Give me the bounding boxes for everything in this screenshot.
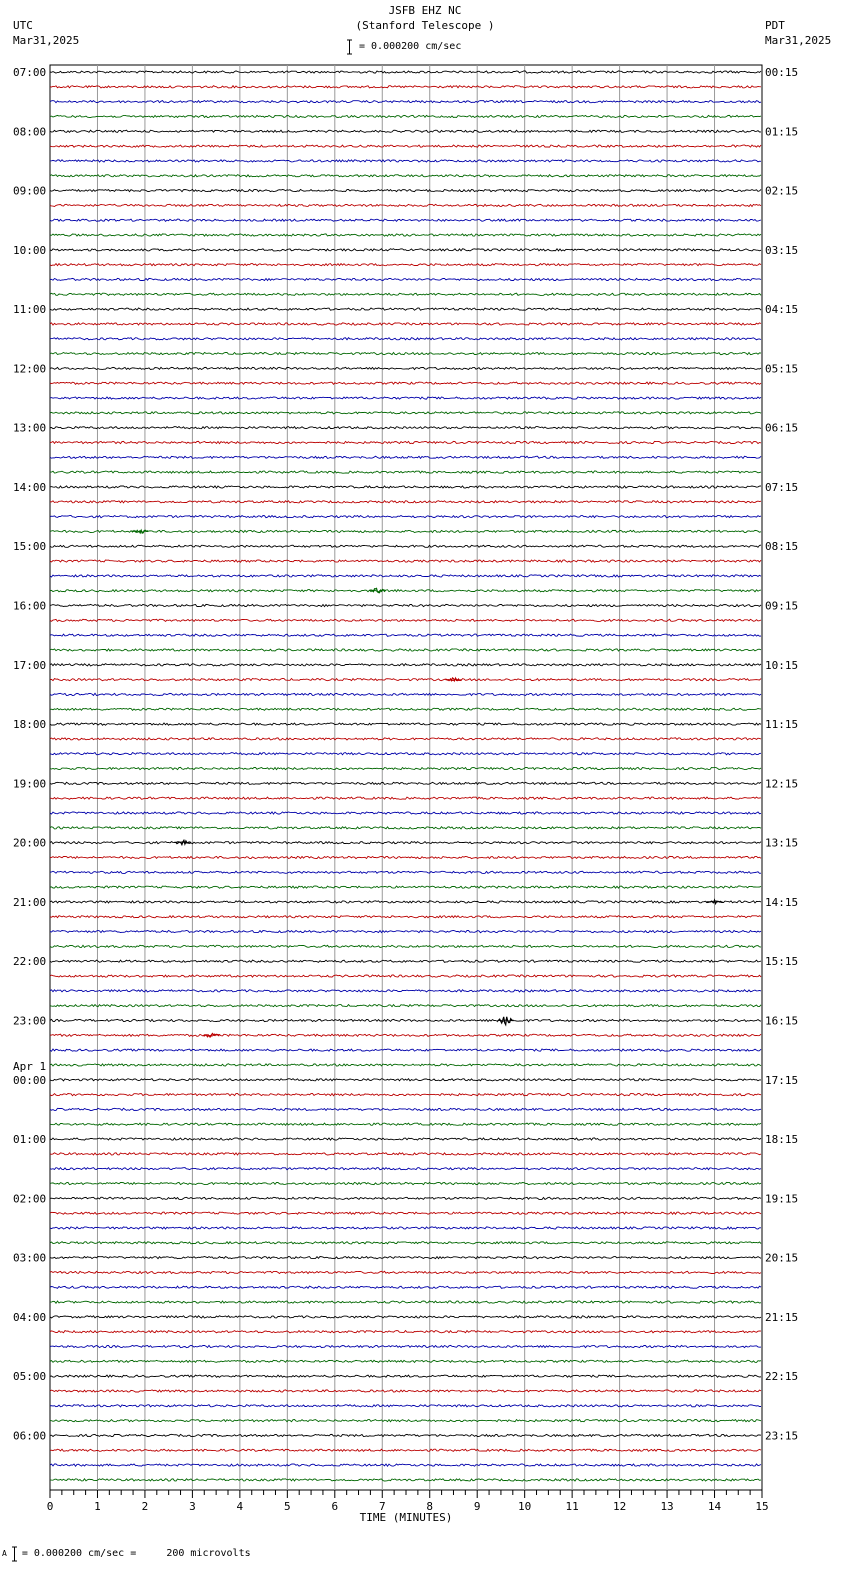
trace-line (50, 782, 761, 784)
x-tick-label: 10 (518, 1500, 532, 1513)
pdt-hour-label: 05:15 (765, 362, 799, 376)
trace-line (50, 145, 761, 147)
trace-line (50, 71, 761, 73)
utc-hour-label: 01:00 (13, 1133, 47, 1147)
trace-line (50, 160, 761, 162)
trace-line (50, 1449, 761, 1451)
trace-line (50, 530, 761, 532)
trace-line (50, 1375, 761, 1377)
trace-line (50, 797, 761, 799)
trace-line (50, 1257, 761, 1259)
trace-line (50, 679, 761, 681)
trace-line (50, 634, 761, 636)
pdt-hour-label: 14:15 (765, 895, 799, 909)
x-tick-label: 4 (236, 1500, 244, 1513)
utc-hour-label: 23:00 (13, 1014, 47, 1028)
x-tick-label: 0 (46, 1500, 54, 1513)
trace-line (50, 1197, 761, 1199)
trace-line (50, 1331, 761, 1333)
trace-line (50, 560, 761, 562)
trace-line (50, 278, 761, 280)
pdt-hour-label: 13:15 (765, 836, 799, 850)
right-date-label: Mar31,2025 (765, 34, 832, 47)
utc-hour-label: 10:00 (13, 243, 47, 257)
x-tick-label: 2 (141, 1500, 149, 1513)
trace-line (50, 708, 761, 710)
trace-line (50, 931, 761, 933)
x-tick-label: 14 (707, 1500, 722, 1513)
utc-hour-label: 21:00 (13, 895, 47, 909)
trace-line (50, 1064, 761, 1066)
trace-line (50, 619, 761, 621)
trace-line (50, 604, 761, 606)
pdt-hour-label: 19:15 (765, 1192, 799, 1206)
utc-hour-label: 16:00 (13, 599, 47, 613)
trace-line (50, 501, 761, 503)
trace-line (50, 1168, 761, 1170)
trace-line (50, 86, 761, 88)
pdt-hour-label: 10:15 (765, 658, 799, 672)
trace-line (50, 1182, 761, 1184)
trace-line (50, 397, 761, 399)
trace-line (50, 1286, 761, 1288)
utc-hour-label: 18:00 (13, 718, 47, 732)
trace-line (50, 723, 761, 725)
trace-line (50, 130, 761, 132)
trace-line (50, 575, 761, 577)
trace-line (50, 1434, 761, 1436)
x-axis-title: TIME (MINUTES) (359, 1511, 453, 1524)
trace-line (50, 767, 761, 769)
x-tick-label: 9 (473, 1500, 481, 1513)
trace-line (50, 945, 761, 947)
trace-line (50, 1242, 761, 1244)
x-tick-label: 3 (189, 1500, 196, 1513)
utc-hour-label: 14:00 (13, 480, 47, 494)
trace-line (50, 664, 761, 666)
trace-line (50, 234, 761, 236)
trace-line (50, 323, 761, 325)
trace-line (50, 249, 761, 251)
x-tick-label: 15 (755, 1500, 769, 1513)
footer-scale-legend (2, 1545, 251, 1563)
trace-line (50, 353, 761, 355)
trace-line (50, 219, 761, 221)
trace-line (50, 856, 761, 858)
trace-line (50, 545, 761, 547)
pdt-hour-label: 09:15 (765, 599, 799, 613)
utc-hour-label: 17:00 (13, 658, 47, 672)
utc-hour-label: 04:00 (13, 1310, 47, 1324)
pdt-hour-label: 23:15 (765, 1429, 799, 1443)
trace-line (50, 1227, 761, 1229)
utc-hour-label: 06:00 (13, 1429, 47, 1443)
trace-line (50, 456, 761, 458)
x-tick-label: 12 (612, 1500, 627, 1513)
trace-line (50, 1464, 761, 1466)
utc-hour-label: 08:00 (13, 125, 47, 139)
trace-line (50, 753, 761, 755)
trace-line (50, 738, 761, 740)
trace-line (50, 975, 761, 977)
utc-hour-label: 07:00 (13, 66, 47, 79)
x-tick-label: 8 (426, 1500, 434, 1513)
pdt-hour-label: 21:15 (765, 1310, 799, 1324)
trace-line (50, 960, 761, 962)
trace-line (50, 101, 761, 103)
pdt-hour-label: 03:15 (765, 243, 799, 257)
trace-line (50, 1212, 761, 1214)
utc-hour-label: 12:00 (13, 362, 47, 376)
trace-line (50, 367, 761, 369)
trace-line (50, 486, 761, 488)
trace-line (50, 338, 761, 340)
trace-line (50, 175, 761, 177)
pdt-hour-label: 00:15 (765, 66, 799, 79)
utc-hour-label: 05:00 (13, 1370, 47, 1384)
utc-hour-label: 00:00 (13, 1073, 47, 1087)
trace-line (50, 412, 761, 414)
trace-line (50, 827, 761, 829)
trace-line (50, 1123, 761, 1125)
trace-line (50, 441, 761, 443)
trace-line (50, 1360, 761, 1362)
trace-line (50, 901, 761, 903)
footer-prefix: A (2, 1549, 7, 1558)
trace-line (50, 886, 761, 888)
trace-line (50, 1005, 761, 1007)
trace-line (50, 1108, 761, 1110)
trace-line (50, 1405, 761, 1407)
x-tick-label: 13 (660, 1500, 674, 1513)
utc-hour-label: 13:00 (13, 421, 47, 435)
left-date-label: Mar31,2025 (13, 34, 80, 47)
utc-hour-label: 11:00 (13, 303, 47, 317)
x-tick-label: 5 (284, 1500, 291, 1513)
trace-line (50, 1420, 761, 1422)
pdt-hour-label: 22:15 (765, 1370, 799, 1384)
x-tick-label: 11 (565, 1500, 579, 1513)
trace-line (50, 871, 761, 873)
pdt-hour-label: 08:15 (765, 540, 799, 554)
footer-scale-bar-icon (11, 1546, 18, 1562)
trace-line (50, 590, 761, 592)
pdt-hour-label: 11:15 (765, 718, 799, 732)
trace-line (50, 382, 761, 384)
trace-line (50, 1479, 761, 1481)
utc-hour-label: 19:00 (13, 777, 47, 791)
x-tick-label: 1 (94, 1500, 101, 1513)
footer-scale-text: = 0.000200 cm/sec = 200 microvolts (21, 1548, 251, 1559)
event-burst (175, 840, 191, 844)
trace-line (50, 1153, 761, 1155)
trace-line (50, 693, 761, 695)
pdt-hour-label: 12:15 (765, 777, 799, 791)
trace-line (50, 1034, 761, 1036)
trace-line (50, 1345, 761, 1347)
trace-line (50, 1316, 761, 1318)
trace-line (50, 190, 761, 192)
pdt-hour-label: 16:15 (765, 1014, 799, 1028)
trace-line (50, 990, 761, 992)
utc-hour-label: 03:00 (13, 1251, 47, 1265)
right-timezone-label: PDT (765, 19, 785, 32)
trace-line (50, 812, 761, 814)
telescope-subtitle: (Stanford Telescope ) (355, 19, 495, 32)
pdt-hour-label: 18:15 (765, 1133, 799, 1147)
trace-line (50, 471, 761, 473)
utc-hour-label: 15:00 (13, 540, 47, 554)
trace-line (50, 1271, 761, 1273)
pdt-hour-label: 20:15 (765, 1251, 799, 1265)
trace-line (50, 1094, 761, 1096)
left-timezone-label: UTC (13, 19, 33, 32)
trace-line (50, 115, 761, 117)
trace-line (50, 427, 761, 429)
pdt-hour-label: 04:15 (765, 303, 799, 317)
trace-line (50, 293, 761, 295)
trace-line (50, 1138, 761, 1140)
pdt-hour-label: 15:15 (765, 955, 799, 969)
trace-line (50, 264, 761, 266)
pdt-hour-label: 06:15 (765, 421, 799, 435)
utc-hour-label: 09:00 (13, 184, 47, 198)
pdt-hour-label: 01:15 (765, 125, 799, 139)
utc-hour-label: 22:00 (13, 955, 47, 969)
trace-line (50, 1019, 761, 1021)
trace-line (50, 1049, 761, 1051)
x-tick-label: 7 (378, 1500, 386, 1513)
date-change-label: Apr 1 (13, 1059, 47, 1073)
scale-legend-text: = 0.000200 cm/sec (359, 41, 462, 52)
station-title: JSFB EHZ NC (388, 4, 462, 17)
trace-line (50, 1301, 761, 1303)
pdt-hour-label: 17:15 (765, 1073, 799, 1087)
x-tick-label: 6 (331, 1500, 339, 1513)
trace-line (50, 1390, 761, 1392)
pdt-hour-label: 07:15 (765, 480, 799, 494)
trace-line (50, 916, 761, 918)
pdt-hour-label: 02:15 (765, 184, 799, 198)
trace-line (50, 204, 761, 206)
trace-line (50, 308, 761, 310)
trace-line (50, 516, 761, 518)
trace-line (50, 842, 761, 844)
trace-line (50, 1079, 761, 1081)
trace-line (50, 649, 761, 651)
utc-hour-label: 02:00 (13, 1192, 47, 1206)
utc-hour-label: 20:00 (13, 836, 47, 850)
